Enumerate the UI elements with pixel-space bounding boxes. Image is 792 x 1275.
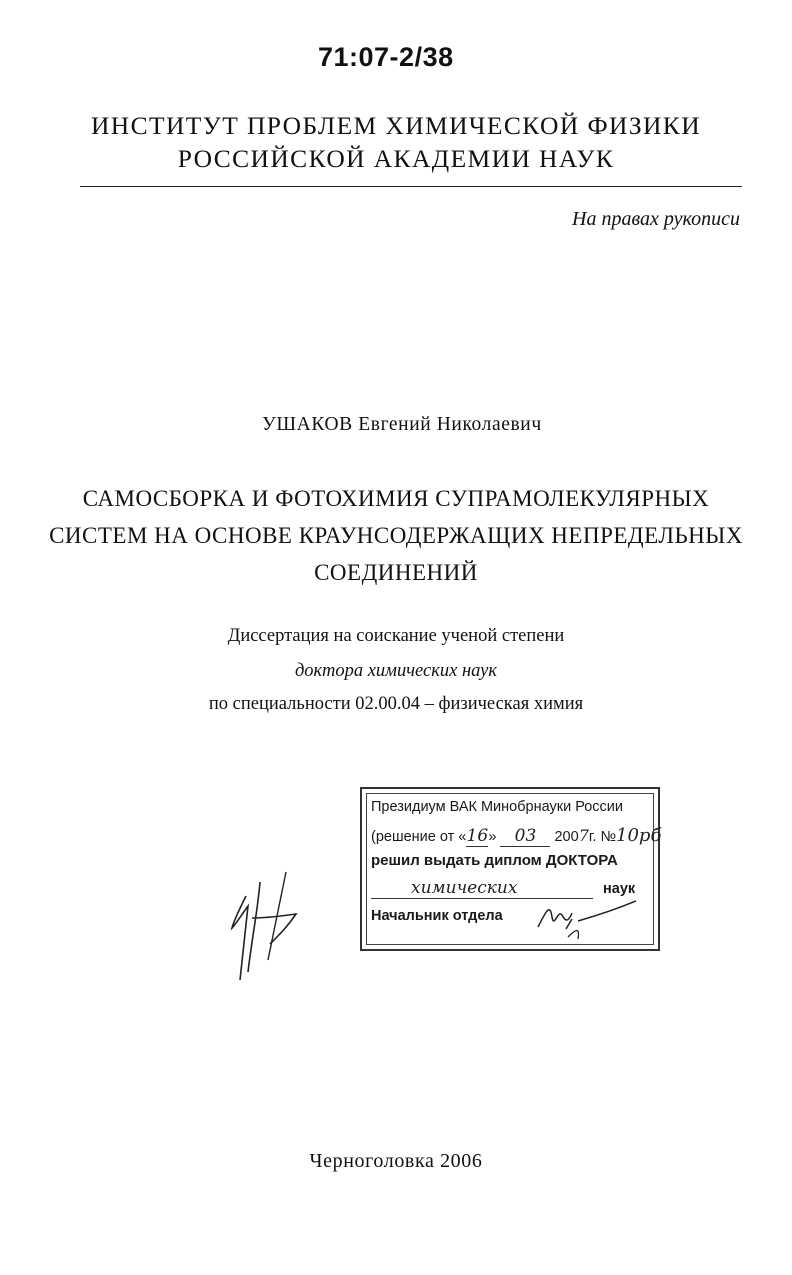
stamp-line-3: решил выдать диплом ДОКТОРА	[371, 852, 618, 869]
stamp-field-handwritten: химических	[371, 878, 593, 899]
stamp-line-1: Президиум ВАК Минобрнауки России	[371, 799, 624, 815]
stamp-signature	[532, 893, 642, 945]
rights-note: На правах рукописи	[572, 208, 740, 230]
stamp-line-5	[371, 908, 503, 924]
title-line-2: СИСТЕМ НА ОСНОВЕ КРАУНСОДЕРЖАЩИХ НЕПРЕДЕЛЬНЫХ	[49, 523, 743, 548]
stamp-field-suffix: наук	[603, 881, 636, 897]
degree-line-3: по специальности 02.00.04 – физическая химия	[208, 694, 584, 714]
stamp-line-2	[371, 825, 661, 847]
vak-approval-stamp	[360, 787, 660, 951]
place-and-year: Черноголовка 2006	[309, 1150, 483, 1172]
stamp-day: 16	[466, 826, 489, 846]
degree-line-2: доктора химических наук	[294, 661, 498, 681]
stamp-decision-prefix: (решение от «	[371, 829, 467, 845]
institute-line-1: ИНСТИТУТ ПРОБЛЕМ ХИМИЧЕСКОЙ ФИЗИКИ	[90, 111, 702, 140]
header-divider	[80, 186, 742, 187]
institute-name	[0, 109, 792, 175]
author-name: УШАКОВ Евгений Николаевич	[262, 414, 542, 435]
stamp-quote-close: »	[488, 829, 497, 845]
stamp-year-digit: 7	[578, 826, 589, 845]
title-line-3: СОЕДИНЕНИЙ	[314, 560, 478, 585]
document-code: 71:07-2/38	[318, 42, 454, 72]
title-line-1: САМОСБОРКА И ФОТОХИМИЯ СУПРАМОЛЕКУЛЯРНЫХ	[82, 486, 710, 511]
stamp-number-label: г. №	[588, 829, 617, 845]
degree-line-1: Диссертация на соискание ученой степени	[227, 626, 565, 646]
institute-line-2: РОССИЙСКОЙ АКАДЕМИИ НАУК	[177, 144, 615, 173]
stamp-month: 03	[500, 826, 550, 847]
author-signature	[222, 868, 302, 983]
stamp-head-of-department: Начальник отдела	[371, 908, 503, 924]
stamp-year-prefix: 200	[554, 829, 579, 845]
stamp-decision-number: 10рб	[616, 825, 662, 846]
dissertation-title	[0, 480, 792, 591]
